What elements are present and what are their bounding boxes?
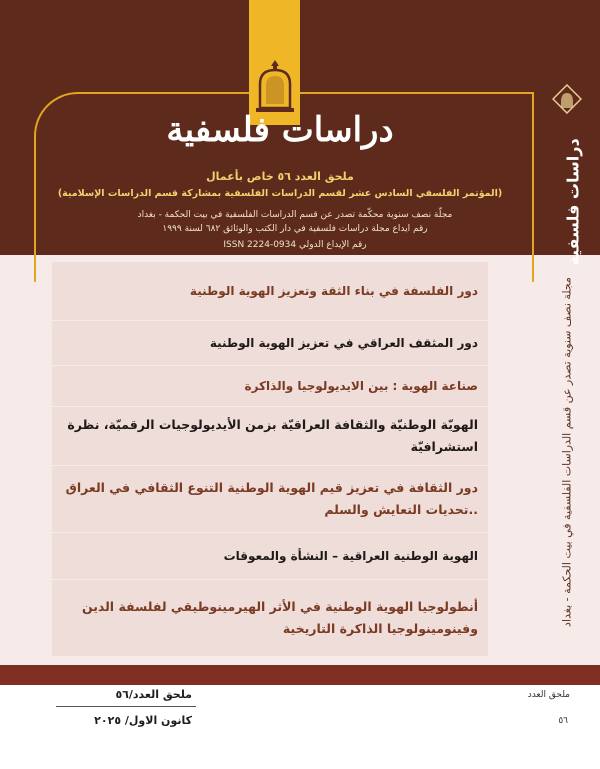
article-title: دور الثقافة في تعزيز قيم الهوية الوطنية التنوع الثقافي في العراق ..تحديات التعايش والسلم (65, 480, 478, 517)
footer-divider (56, 706, 196, 707)
article-item (52, 580, 488, 656)
article-title: دور الفلسفة في بناء الثقة وتعزيز الهوية الوطنية (189, 283, 478, 298)
article-title: الهويّة الوطنيّة والثقافة العراقيّة بزمن الأيديولوجيات الرقميّة، نظرة استشرافيّة (67, 417, 478, 454)
info-line-2: رقم ايداع مجلة دراسات فلسفية في دار الكتب والوثائق ٦٨٢ لسنة ١٩٩٩ (162, 224, 428, 234)
spine-subtitle-box (552, 272, 582, 632)
article-title: دور المثقف العراقي في تعزيز الهوية الوطنية (209, 335, 478, 350)
article-item (52, 262, 488, 320)
side-logo-icon (552, 84, 582, 114)
spine-subtitle: مجلة نصف سنوية تصدر عن قسم الدراسات الفلسفية في بيت الحكمة - بغداد (560, 277, 574, 627)
article-item (52, 366, 488, 406)
article-item (52, 321, 488, 365)
footer-issue: ملحق العدد/٥٦ (115, 688, 192, 701)
conference-line: (المؤتمر الفلسفي السادس عشر لقسم الدراسات الفلسفية بمشاركة قسم الدراسات الإسلامية) (57, 188, 503, 199)
footer-date: كانون الاول/ ٢٠٢٥ (94, 714, 192, 727)
bottom-band (0, 665, 600, 685)
article-title: صناعة الهوية : بين الايديولوجيا والذاكرة (244, 378, 478, 393)
supplement-line: ملحق العدد ٥٦ خاص بأعمال (206, 170, 354, 183)
spine-title: دراسات فلسفية (563, 138, 583, 266)
article-item (52, 466, 488, 532)
spine-title-box (558, 138, 588, 266)
info-line-1: مجلّة نصف سنوية محكّمة تصدر عن قسم الدراسات الفلسفية في بيت الحكمة - بغداد (137, 210, 453, 220)
article-item (52, 407, 488, 465)
article-item (52, 533, 488, 579)
article-title: الهوية الوطنية العراقية – النشأة والمعوقات (223, 548, 478, 563)
footer-label: ملحق العدد (527, 690, 570, 700)
footer-number: ٥٦ (558, 716, 568, 726)
article-title: أنطولوجيا الهوية الوطنية في الأثر الهيرمينوطيقي لفلسفة الدين وفينومينولوجيا الذاكرة التاريخية (81, 599, 478, 636)
issn-line: رقم الإيداع الدولي ISSN 2224-0934 (223, 240, 367, 250)
journal-title: دراسات فلسفية (166, 110, 394, 150)
